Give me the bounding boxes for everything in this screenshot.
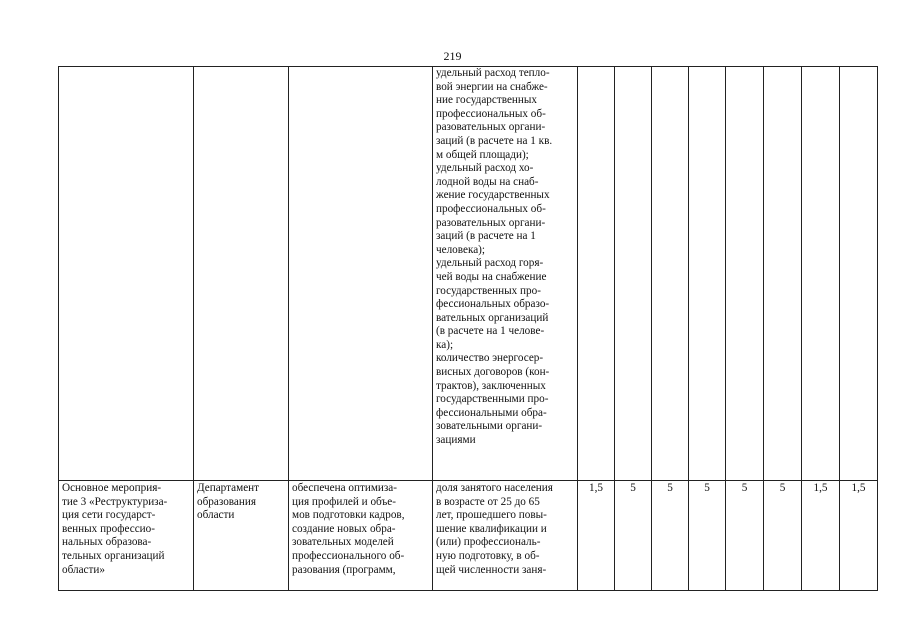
indicator-cell: доля занятого населения в возрасте от 25 до 65 лет, прошедшего повы- шение квалификации и (или) профессиональ- ную подготовку, в об- щей численности заня- <box>433 481 578 591</box>
value-cell: 5 <box>726 481 764 591</box>
table-row <box>59 67 878 481</box>
value-cell: 5 <box>764 481 802 591</box>
program-table <box>58 66 878 591</box>
indicator-cell: удельный расход тепло- вой энергии на снабже- ние государственных профессиональных об- разовательных органи- заций (в расчете на 1 кв. м общей площади); удельный расход хо- лодной воды на снаб- жение государственных профессиональных об- разовательных органи- заций (в расчете на 1 человека); удельный расход горя- чей воды на снабжение государственных про- фессиональных образо- вательных организаций (в расчете на 1 челове- ка); количество энергосер- висных договоров (кон- трактов), заключенных государственными про- фессиональными обра- зовательными органи- зациями <box>433 67 578 481</box>
value-cell <box>615 67 652 481</box>
result-cell <box>289 67 433 481</box>
value-cell <box>764 67 802 481</box>
executor-cell <box>194 67 289 481</box>
executor-cell: Департамент образования области <box>194 481 289 591</box>
value-cell <box>802 67 840 481</box>
measure-cell: Основное мероприя- тие 3 «Реструктуриза- ция сети государст- венных профессио- нальных образова- тельных организаций области» <box>59 481 194 591</box>
measure-cell <box>59 67 194 481</box>
result-cell: обеспечена оптимиза- ция профилей и объе- мов подготовки кадров, создание новых обра- зовательных моделей профессионального об- разования (программ, <box>289 481 433 591</box>
value-cell <box>689 67 726 481</box>
value-cell: 5 <box>652 481 689 591</box>
value-cell: 1,5 <box>578 481 615 591</box>
value-cell: 5 <box>689 481 726 591</box>
value-cell <box>652 67 689 481</box>
value-cell <box>840 67 878 481</box>
value-cell <box>726 67 764 481</box>
value-cell: 1,5 <box>840 481 878 591</box>
value-cell: 1,5 <box>802 481 840 591</box>
table-row <box>59 481 878 591</box>
page-number: 219 <box>443 49 462 63</box>
value-cell: 5 <box>615 481 652 591</box>
value-cell <box>578 67 615 481</box>
